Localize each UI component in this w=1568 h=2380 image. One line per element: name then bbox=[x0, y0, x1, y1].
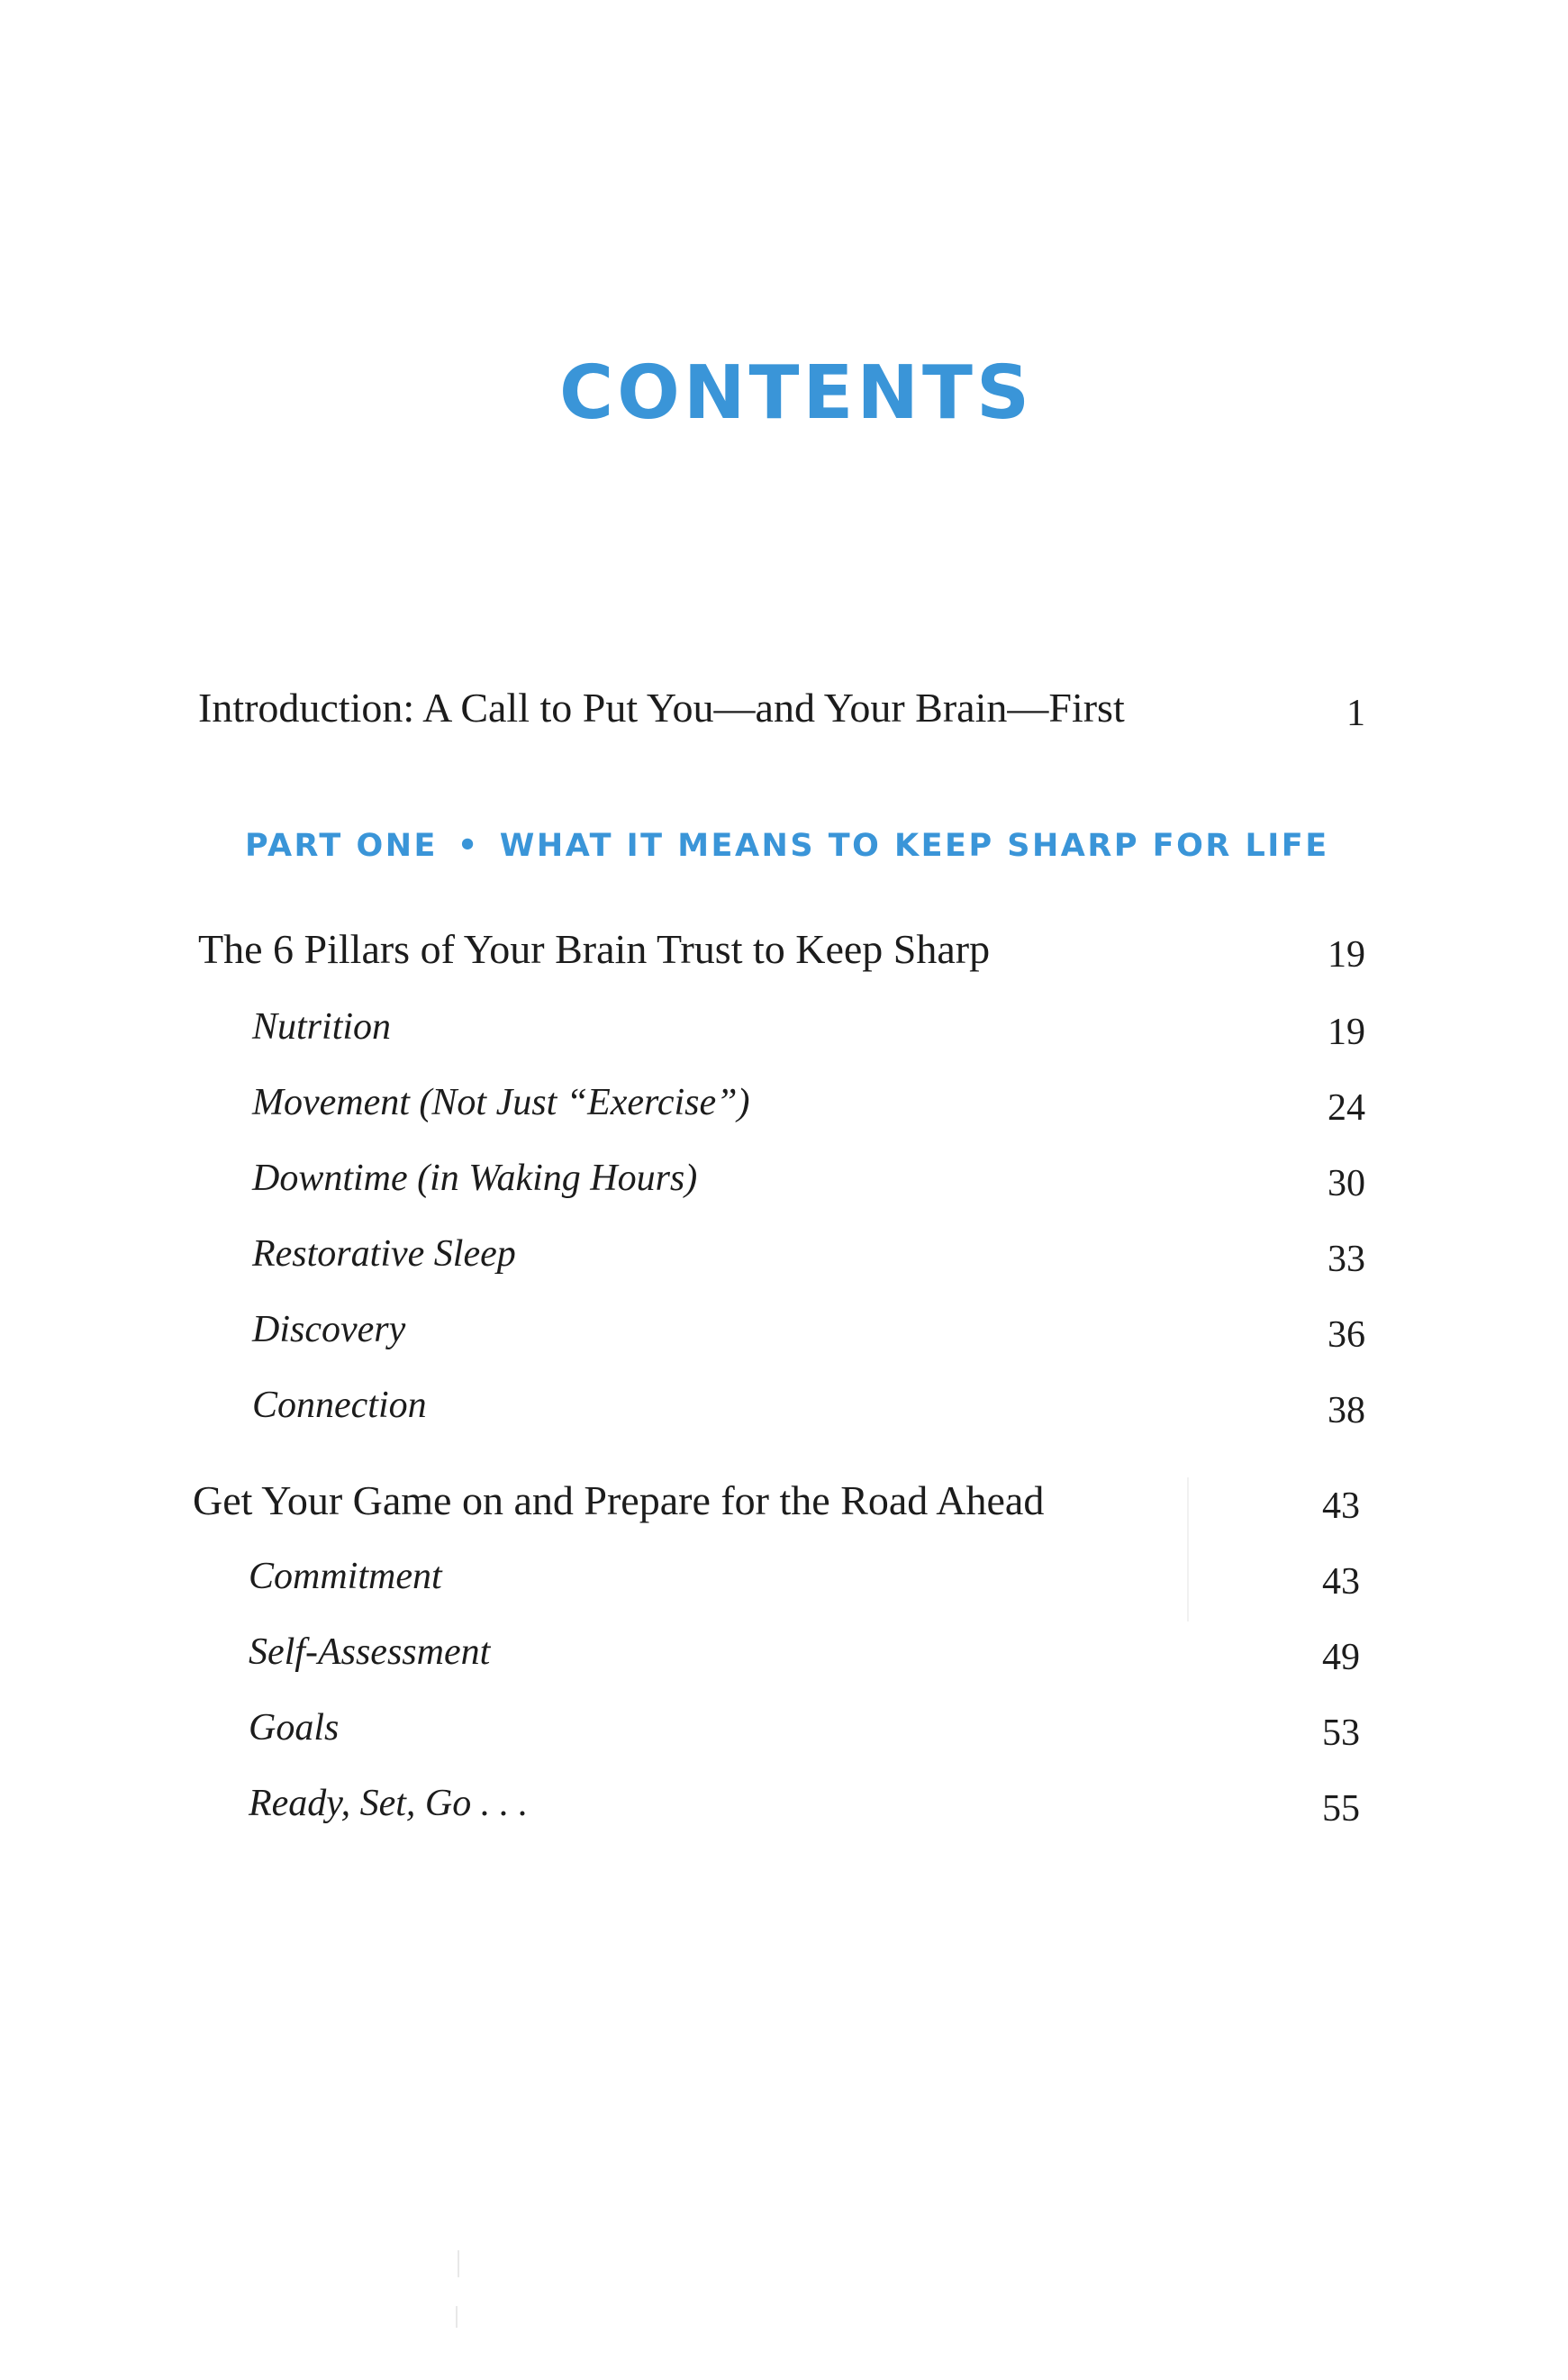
toc-entry-subsection[interactable] bbox=[249, 1701, 1360, 1755]
toc-entry-introduction[interactable] bbox=[198, 681, 1365, 735]
toc-entry-page: 43 bbox=[1322, 1485, 1360, 1527]
toc-entry-subsection[interactable] bbox=[252, 1000, 1365, 1054]
toc-entry-subsection[interactable] bbox=[249, 1625, 1360, 1679]
toc-entry-subsection[interactable] bbox=[252, 1076, 1365, 1130]
toc-entry-label: Introduction: A Call to Put You—and Your Brain—First bbox=[198, 685, 1125, 731]
part-title: WHAT IT MEANS TO KEEP SHARP FOR LIFE bbox=[499, 828, 1329, 864]
toc-entry-subsection[interactable] bbox=[252, 1378, 1365, 1432]
toc-entry-label: Get Your Game on and Prepare for the Road Ahead bbox=[193, 1477, 1045, 1523]
toc-entry-label: Nutrition bbox=[252, 1006, 392, 1048]
toc-entry-label: Ready, Set, Go . . . bbox=[249, 1783, 529, 1824]
toc-entry-page: 38 bbox=[1328, 1390, 1365, 1431]
scan-artifact bbox=[456, 2306, 458, 2328]
toc-entry-subsection[interactable] bbox=[252, 1227, 1365, 1281]
toc-entry-page: 33 bbox=[1328, 1239, 1365, 1280]
toc-entry-page: 1 bbox=[1346, 693, 1365, 734]
toc-entry-page: 55 bbox=[1322, 1788, 1360, 1830]
toc-entry-page: 53 bbox=[1322, 1712, 1360, 1754]
toc-entry-subsection[interactable] bbox=[249, 1549, 1360, 1603]
scan-artifact bbox=[458, 2250, 459, 2277]
toc-entry-label: Discovery bbox=[252, 1309, 406, 1350]
toc-entry-subsection[interactable] bbox=[252, 1303, 1365, 1357]
toc-entry-label: Restorative Sleep bbox=[252, 1233, 516, 1275]
toc-entry-label: Downtime (in Waking Hours) bbox=[252, 1158, 698, 1199]
toc-entry-page: 36 bbox=[1328, 1314, 1365, 1356]
toc-entry-label: Connection bbox=[252, 1385, 427, 1426]
page-title: CONTENTS bbox=[558, 350, 1034, 436]
bullet-separator: • bbox=[457, 828, 480, 864]
part-number: PART ONE bbox=[245, 828, 438, 864]
toc-entry-subsection[interactable] bbox=[252, 1151, 1365, 1205]
toc-entry-label: Self-Assessment bbox=[249, 1631, 491, 1673]
toc-entry-label: Goals bbox=[249, 1707, 340, 1749]
toc-entry-section[interactable] bbox=[193, 1474, 1360, 1528]
toc-entry-page: 24 bbox=[1328, 1087, 1365, 1129]
toc-entry-page: 19 bbox=[1328, 934, 1365, 976]
part-heading bbox=[245, 828, 1344, 864]
toc-entry-label: The 6 Pillars of Your Brain Trust to Keep Sharp bbox=[198, 926, 991, 972]
toc-entry-label: Movement (Not Just “Exercise”) bbox=[252, 1082, 750, 1123]
toc-entry-label: Commitment bbox=[249, 1556, 442, 1597]
toc-entry-page: 30 bbox=[1328, 1163, 1365, 1204]
toc-entry-page: 43 bbox=[1322, 1561, 1360, 1603]
toc-entry-subsection[interactable] bbox=[249, 1776, 1360, 1830]
toc-entry-page: 49 bbox=[1322, 1637, 1360, 1678]
scan-artifact bbox=[1187, 1477, 1189, 1621]
toc-entry-section[interactable] bbox=[198, 922, 1365, 977]
toc-entry-page: 19 bbox=[1328, 1012, 1365, 1053]
